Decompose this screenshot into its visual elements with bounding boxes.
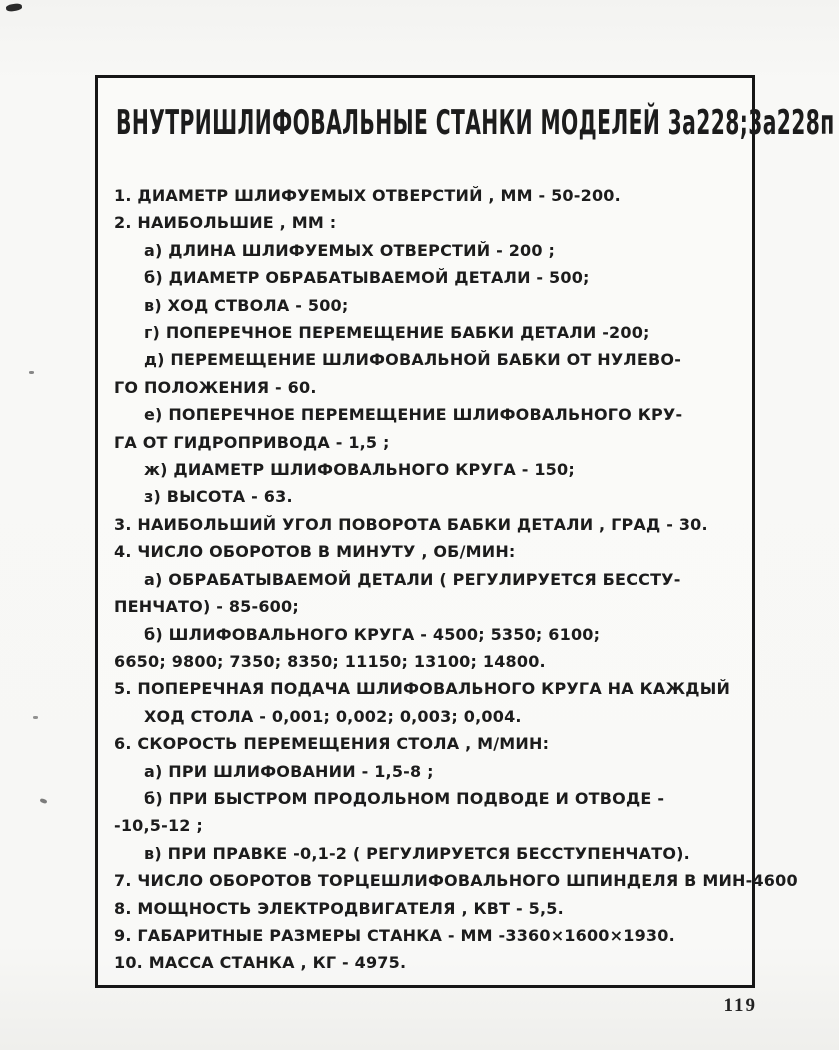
scan-artifact bbox=[6, 3, 23, 12]
spec-line: 6. СКОРОСТЬ ПЕРЕМЕЩЕНИЯ СТОЛА , М/МИН: bbox=[114, 734, 550, 754]
spec-line: ПЕНЧАТО) - 85-600; bbox=[114, 597, 299, 617]
scan-artifact bbox=[29, 371, 34, 374]
spec-line: 2. НАИБОЛЬШИЕ , ММ : bbox=[114, 213, 337, 233]
spec-line: д) ПЕРЕМЕЩЕНИЕ ШЛИФОВАЛЬНОЙ БАБКИ ОТ НУЛЕВО- bbox=[144, 350, 682, 370]
spec-line: 7. ЧИСЛО ОБОРОТОВ ТОРЦЕШЛИФОВАЛЬНОГО ШПИНДЕЛЯ В МИН-4600 bbox=[114, 871, 798, 891]
spec-line: 4. ЧИСЛО ОБОРОТОВ В МИНУТУ , ОБ/МИН: bbox=[114, 542, 516, 562]
spec-line: ГА ОТ ГИДРОПРИВОДА - 1,5 ; bbox=[114, 432, 390, 452]
spec-line: з) ВЫСОТА - 63. bbox=[144, 487, 293, 507]
spec-line: 9. ГАБАРИТНЫЕ РАЗМЕРЫ СТАНКА - ММ -3360×1600×1930. bbox=[114, 925, 675, 945]
spec-line: 5. ПОПЕРЕЧНАЯ ПОДАЧА ШЛИФОВАЛЬНОГО КРУГА НА КАЖДЫЙ bbox=[114, 679, 731, 699]
spec-border-box bbox=[95, 75, 835, 988]
spec-line: а) ОБРАБАТЫВАЕМОЙ ДЕТАЛИ ( РЕГУЛИРУЕТСЯ БЕССТУ- bbox=[144, 569, 681, 589]
spec-line: 6650; 9800; 7350; 8350; 11150; 13100; 14800. bbox=[114, 651, 546, 671]
spec-line: б) ШЛИФОВАЛЬНОГО КРУГА - 4500; 5350; 6100; bbox=[144, 624, 601, 644]
spec-line: г) ПОПЕРЕЧНОЕ ПЕРЕМЕЩЕНИЕ БАБКИ ДЕТАЛИ -200; bbox=[144, 323, 650, 343]
spec-line: 8. МОЩНОСТЬ ЭЛЕКТРОДВИГАТЕЛЯ , КВТ - 5,5. bbox=[114, 898, 564, 918]
scan-artifact bbox=[33, 716, 38, 719]
spec-line: а) ДЛИНА ШЛИФУЕМЫХ ОТВЕРСТИЙ - 200 ; bbox=[144, 240, 556, 260]
spec-line: ж) ДИАМЕТР ШЛИФОВАЛЬНОГО КРУГА - 150; bbox=[144, 460, 575, 480]
spec-line: в) ХОД СТВОЛА - 500; bbox=[144, 295, 349, 315]
spec-line: в) ПРИ ПРАВКЕ -0,1-2 ( РЕГУЛИРУЕТСЯ БЕССТУПЕНЧАТО). bbox=[144, 843, 690, 863]
spec-line: а) ПРИ ШЛИФОВАНИИ - 1,5-8 ; bbox=[144, 761, 434, 781]
spec-line: ХОД СТОЛА - 0,001; 0,002; 0,003; 0,004. bbox=[144, 706, 522, 726]
page-number: 119 bbox=[723, 995, 757, 1016]
spec-line: 10. МАССА СТАНКА , КГ - 4975. bbox=[114, 953, 407, 973]
spec-line: ГО ПОЛОЖЕНИЯ - 60. bbox=[114, 377, 317, 397]
page-title: ВНУТРИШЛИФОВАЛЬНЫЕ СТАНКИ МОДЕЛЕЙ 3а228;3а228п bbox=[116, 104, 835, 144]
spec-line: 3. НАИБОЛЬШИЙ УГОЛ ПОВОРОТА БАБКИ ДЕТАЛИ , ГРАД - 30. bbox=[114, 514, 708, 534]
spec-line: б) ПРИ БЫСТРОМ ПРОДОЛЬНОМ ПОДВОДЕ И ОТВОДЕ - bbox=[144, 788, 665, 808]
scan-artifact bbox=[40, 798, 48, 804]
spec-lines bbox=[114, 182, 798, 977]
spec-line: -10,5-12 ; bbox=[114, 816, 203, 836]
spec-line: е) ПОПЕРЕЧНОЕ ПЕРЕМЕЩЕНИЕ ШЛИФОВАЛЬНОГО КРУ- bbox=[144, 405, 683, 425]
spec-line: б) ДИАМЕТР ОБРАБАТЫВАЕМОЙ ДЕТАЛИ - 500; bbox=[144, 268, 590, 288]
spec-line: 1. ДИАМЕТР ШЛИФУЕМЫХ ОТВЕРСТИЙ , ММ - 50-200. bbox=[114, 186, 621, 205]
